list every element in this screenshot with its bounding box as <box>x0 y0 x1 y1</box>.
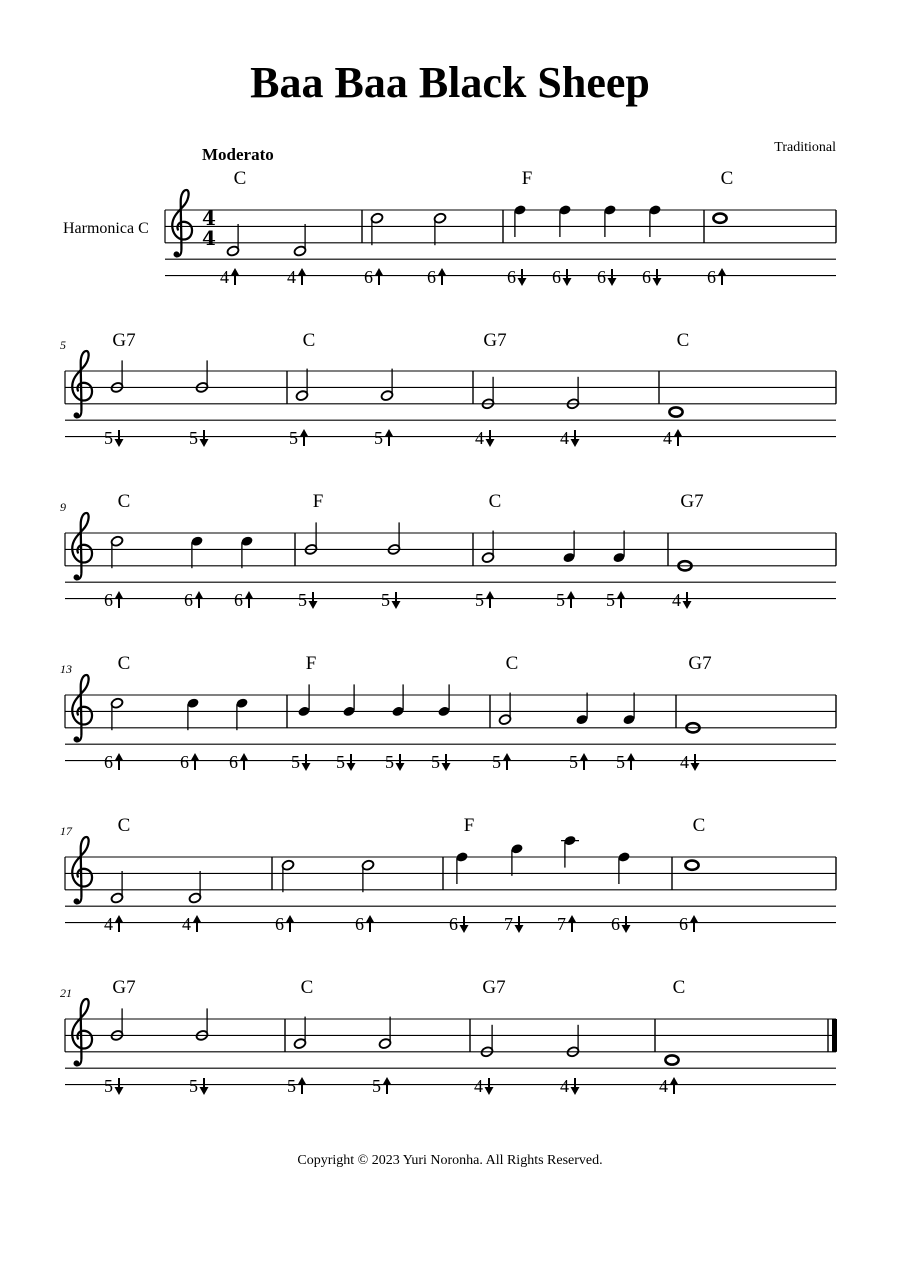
music-system <box>60 653 836 772</box>
arrow-up-icon <box>568 915 577 932</box>
arrow-up-icon <box>115 591 124 608</box>
chord-symbol: C <box>300 977 314 998</box>
music-system <box>165 168 836 287</box>
harmonica-hole-number: 4 <box>672 590 681 610</box>
arrow-up-icon <box>486 591 495 608</box>
note <box>672 561 692 610</box>
arrow-up-icon <box>627 753 636 770</box>
notehead <box>669 407 682 416</box>
harmonica-hole-number: 6 <box>642 267 651 287</box>
chord-symbol: C <box>117 491 131 512</box>
harmonica-hole-number: 5 <box>189 428 198 448</box>
note <box>182 871 202 934</box>
measure-number: 9 <box>60 500 66 514</box>
arrow-up-icon <box>567 591 576 608</box>
arrow-up-icon <box>245 591 254 608</box>
arrow-down-icon <box>683 592 692 609</box>
chord-symbol: G7 <box>112 330 136 351</box>
harmonica-hole-number: 6 <box>104 752 113 772</box>
harmonica-hole-number: 6 <box>180 752 189 772</box>
arrow-up-icon <box>385 429 394 446</box>
arrow-up-icon <box>503 753 512 770</box>
arrow-up-icon <box>115 753 124 770</box>
harmonica-hole-number: 5 <box>385 752 394 772</box>
harmonica-hole-number: 5 <box>492 752 501 772</box>
harmonica-hole-number: 5 <box>431 752 440 772</box>
note <box>104 871 124 934</box>
harmonica-hole-number: 4 <box>104 914 113 934</box>
note <box>680 723 700 772</box>
arrow-up-icon <box>195 591 204 608</box>
arrow-down-icon <box>608 269 617 286</box>
arrow-up-icon <box>231 268 240 285</box>
chord-symbol: G7 <box>688 653 712 674</box>
harmonica-hole-number: 6 <box>275 914 284 934</box>
arrow-up-icon <box>115 915 124 932</box>
chord-symbol: C <box>233 168 247 189</box>
notehead <box>665 1055 678 1064</box>
note <box>287 224 307 287</box>
arrow-down-icon <box>486 430 495 447</box>
arrow-up-icon <box>375 268 384 285</box>
arrow-down-icon <box>392 592 401 609</box>
music-system <box>60 330 836 448</box>
chord-symbol: C <box>488 491 502 512</box>
harmonica-hole-number: 7 <box>557 914 566 934</box>
arrow-up-icon <box>191 753 200 770</box>
measure-number: 5 <box>60 338 66 352</box>
harmonica-hole-number: 5 <box>291 752 300 772</box>
arrow-up-icon <box>674 429 683 446</box>
notehead <box>685 861 698 870</box>
chord-symbol: F <box>463 815 475 836</box>
instrument-name: Harmonica C <box>63 220 149 237</box>
arrow-down-icon <box>115 430 124 447</box>
arrow-up-icon <box>383 1077 392 1094</box>
arrow-down-icon <box>442 754 451 771</box>
arrow-up-icon <box>617 591 626 608</box>
arrow-down-icon <box>302 754 311 771</box>
treble-clef-icon <box>72 999 92 1066</box>
harmonica-hole-number: 4 <box>560 428 569 448</box>
harmonica-hole-number: 7 <box>504 914 513 934</box>
chord-symbol: C <box>117 653 131 674</box>
chord-symbol: C <box>117 815 131 836</box>
note <box>507 204 527 287</box>
chord-symbol: F <box>521 168 533 189</box>
chord-symbol: F <box>305 653 317 674</box>
arrow-down-icon <box>518 269 527 286</box>
arrow-down-icon <box>691 754 700 771</box>
music-systems <box>60 168 837 1096</box>
harmonica-hole-number: 5 <box>556 590 565 610</box>
harmonica-hole-number: 4 <box>287 267 296 287</box>
note <box>449 851 469 934</box>
treble-clef-icon <box>172 190 192 257</box>
note <box>659 1055 679 1096</box>
harmonica-hole-number: 6 <box>234 590 243 610</box>
harmonica-hole-number: 4 <box>474 1076 483 1096</box>
harmonica-hole-number: 4 <box>560 1076 569 1096</box>
arrow-up-icon <box>580 753 589 770</box>
harmonica-hole-number: 6 <box>449 914 458 934</box>
harmonica-hole-number: 5 <box>381 590 390 610</box>
chord-symbol: C <box>692 815 706 836</box>
measure-number: 21 <box>60 986 72 1000</box>
harmonica-hole-number: 6 <box>104 590 113 610</box>
harmonica-hole-number: 4 <box>659 1076 668 1096</box>
arrow-down-icon <box>653 269 662 286</box>
harmonica-hole-number: 4 <box>220 267 229 287</box>
harmonica-hole-number: 5 <box>336 752 345 772</box>
note <box>597 204 617 287</box>
note <box>663 407 683 448</box>
harmonica-hole-number: 5 <box>616 752 625 772</box>
arrow-up-icon <box>718 268 727 285</box>
harmonica-hole-number: 4 <box>182 914 191 934</box>
harmonica-hole-number: 5 <box>287 1076 296 1096</box>
harmonica-hole-number: 5 <box>298 590 307 610</box>
harmonica-hole-number: 5 <box>289 428 298 448</box>
harmonica-hole-number: 5 <box>189 1076 198 1096</box>
harmonica-hole-number: 5 <box>372 1076 381 1096</box>
arrow-down-icon <box>200 430 209 447</box>
music-system <box>60 977 837 1096</box>
copyright-notice: Copyright © 2023 Yuri Noronha. All Rights Reserved. <box>297 1153 603 1168</box>
arrow-up-icon <box>670 1077 679 1094</box>
arrow-up-icon <box>240 753 249 770</box>
harmonica-hole-number: 5 <box>569 752 578 772</box>
harmonica-hole-number: 6 <box>184 590 193 610</box>
arrow-up-icon <box>366 915 375 932</box>
harmonica-hole-number: 5 <box>104 428 113 448</box>
arrow-up-icon <box>438 268 447 285</box>
arrow-down-icon <box>622 916 631 933</box>
arrow-down-icon <box>200 1078 209 1095</box>
harmonica-hole-number: 4 <box>475 428 484 448</box>
arrow-up-icon <box>298 1077 307 1094</box>
chord-symbol: F <box>312 491 324 512</box>
measure-number: 17 <box>60 824 72 838</box>
music-system <box>60 491 836 610</box>
chord-symbol: C <box>720 168 734 189</box>
music-system <box>60 815 836 934</box>
harmonica-hole-number: 5 <box>475 590 484 610</box>
arrow-up-icon <box>690 915 699 932</box>
arrow-down-icon <box>115 1078 124 1095</box>
note <box>642 204 662 287</box>
time-signature-top: 4 <box>202 206 216 230</box>
time-signature-bottom: 4 <box>202 226 216 250</box>
harmonica-hole-number: 6 <box>597 267 606 287</box>
composer-credit: Traditional <box>774 140 836 155</box>
treble-clef-icon <box>72 837 92 904</box>
harmonica-hole-number: 6 <box>229 752 238 772</box>
arrow-down-icon <box>515 916 524 933</box>
arrow-down-icon <box>347 754 356 771</box>
arrow-up-icon <box>286 915 295 932</box>
final-bar-thick <box>832 1019 837 1052</box>
treble-clef-icon <box>72 675 92 742</box>
chord-symbol: C <box>672 977 686 998</box>
arrow-up-icon <box>300 429 309 446</box>
harmonica-hole-number: 5 <box>606 590 615 610</box>
harmonica-hole-number: 6 <box>364 267 373 287</box>
chord-symbol: C <box>505 653 519 674</box>
harmonica-hole-number: 5 <box>374 428 383 448</box>
arrow-down-icon <box>396 754 405 771</box>
chord-symbol: G7 <box>680 491 704 512</box>
harmonica-hole-number: 6 <box>679 914 688 934</box>
note <box>552 204 572 287</box>
chord-symbol: G7 <box>112 977 136 998</box>
harmonica-hole-number: 5 <box>104 1076 113 1096</box>
tempo-marking: Moderato <box>202 145 274 164</box>
harmonica-hole-number: 6 <box>707 267 716 287</box>
chord-symbol: G7 <box>482 977 506 998</box>
arrow-down-icon <box>571 430 580 447</box>
score-title: Baa Baa Black Sheep <box>250 58 650 107</box>
harmonica-hole-number: 4 <box>663 428 672 448</box>
treble-clef-icon <box>72 351 92 418</box>
chord-symbol: C <box>676 330 690 351</box>
arrow-down-icon <box>571 1078 580 1095</box>
harmonica-hole-number: 4 <box>680 752 689 772</box>
note <box>220 224 240 287</box>
arrow-down-icon <box>460 916 469 933</box>
harmonica-hole-number: 6 <box>507 267 516 287</box>
harmonica-hole-number: 6 <box>355 914 364 934</box>
harmonica-hole-number: 6 <box>611 914 620 934</box>
harmonica-hole-number: 6 <box>427 267 436 287</box>
notehead <box>713 214 726 223</box>
arrow-up-icon <box>193 915 202 932</box>
treble-clef-icon <box>72 513 92 580</box>
arrow-up-icon <box>298 268 307 285</box>
arrow-down-icon <box>485 1078 494 1095</box>
chord-symbol: G7 <box>483 330 507 351</box>
measure-number: 13 <box>60 662 72 676</box>
harmonica-hole-number: 6 <box>552 267 561 287</box>
note <box>611 851 631 934</box>
arrow-down-icon <box>309 592 318 609</box>
note <box>557 835 579 934</box>
chord-symbol: C <box>302 330 316 351</box>
arrow-down-icon <box>563 269 572 286</box>
